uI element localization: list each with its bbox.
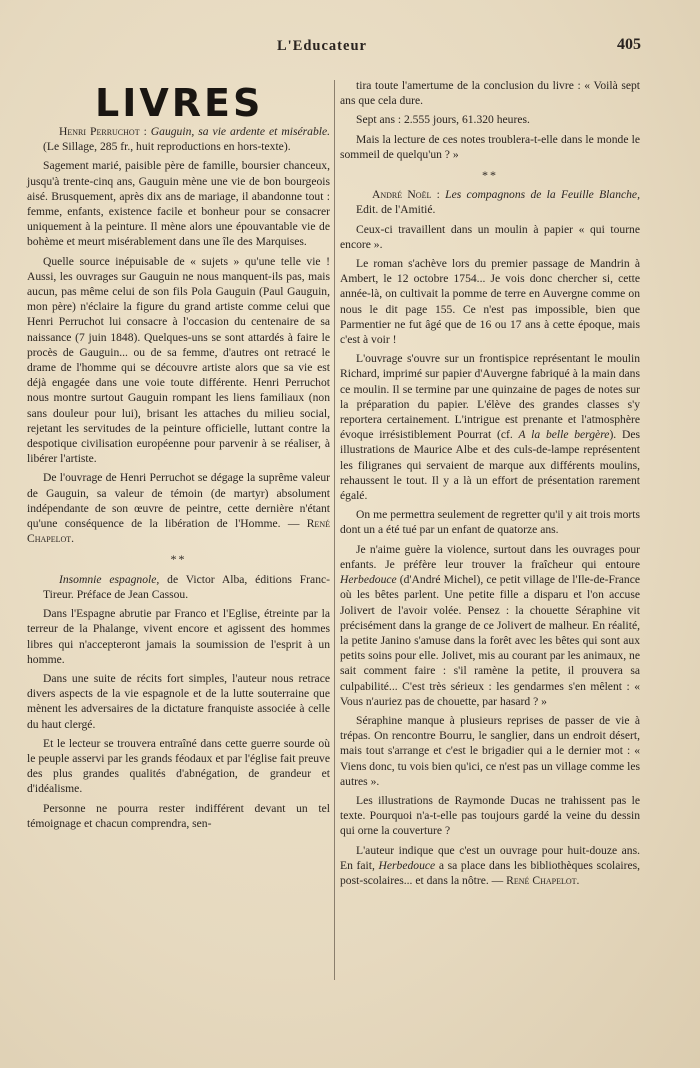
cited-title: A la belle bergère	[518, 428, 610, 442]
signature: René Chapelot.	[506, 873, 580, 887]
paragraph: tira toute l'amertume de la conclusion du livre : « Voilà sept ans que cela dure.	[340, 79, 640, 108]
reference-title: Insomnie espagnole,	[59, 572, 160, 586]
paragraph-text: Je n'aime guère la violence, surtout dans les ouvrages pour enfants. Je préfère leur trouver la fraîcheur qui entoure	[340, 542, 640, 571]
paragraph-text: a sa place dans les bibliothèques scolaires, post-scolaires... et dans la nôtre. —	[340, 858, 641, 887]
paragraph-text: (d'André Michel), ce petit village de l'Ile-de-France où les bêtes parlent. Une petite fille a disparu et l'on accuse Jolivert de l'avoir volée. Pensez : la chouette Séraphine vit précisément dans la grange de ce Jolivert de malheur. En réalité, la petite Janino s'amuse dans la forêt avec les bêtes qui sont aux petits soins pour elle. Jolivet, mis au courant par les animaux, ne sait comment faire : s'il ramène la petite, il prouvera sa culpabilité... C'est très sérieux : les gendarmes s'en mêlent : « Vous n'auriez pas de chouette, par hasard ? »	[340, 573, 641, 708]
reference-author: Henri Perruchot	[59, 125, 140, 138]
cited-title: Herbedouce	[378, 858, 436, 872]
reference-title: Les compagnons de la Feuille Blanche,	[445, 188, 640, 202]
running-title: L'Educateur	[277, 38, 367, 54]
paragraph	[340, 542, 640, 709]
paragraph	[340, 843, 640, 889]
reference-details: de Victor Alba, éditions Franc-Tireur. Préface de Jean Cassou.	[43, 572, 330, 601]
paragraph: Quelle source inépuisable de « sujets » qu'une telle vie ! Aussi, les ouvrages sur Gauguin ne nous manquent-ils pas, mais aucun, pas même celui de son fils Pola Gauguin (Paul Gauguin, mon père) n'éclaire la figure du grand artiste comme celui que Henri Perruchot lui consacre à l'occasion du centenaire de sa naissance (7 juin 1848). Quelques-uns se sont attardés à faire le procès de Gauguin... ou de sa femme, d'autres ont retracé le drame de l'homme qui se découvre artiste alors que sa vie est déjà engagée dans une voie toute différente. Henri Perruchot nous montre surtout Gauguin rompant les liens familiaux (non sans douleur pour lui), brisant les attaches du milieu social, rejetant les servitudes de la peinture officielle, luttant contre la despotique civilisation européenne pour parvenir à se réaliser, à libérer l'artiste.	[27, 254, 330, 466]
page-header	[0, 38, 700, 60]
page-number: 405	[617, 36, 641, 53]
paragraph: Dans l'Espagne abrutie par Franco et l'Eglise, étreinte par la terreur de la Phalange, vivent encore et agissent des hommes libres qui n'accepteront jamais la soumission de l'esprit à un homme.	[27, 607, 330, 666]
signature: René Chapelot.	[27, 517, 330, 546]
paragraph	[340, 351, 640, 503]
paragraph-text: L'auteur indique que c'est un ouvrage pour huit-douze ans. En fait,	[340, 843, 640, 872]
reference-title: Gauguin, sa vie ardente et misérable.	[150, 125, 331, 138]
paragraph-text: L'ouvrage s'ouvre sur un frontispice représentant le moulin Richard, imprimé sur papier d'Auvergne fabriqué à la main dans ce moulin. Il se termine par une quinzaine de pages de notes sur la préparation du papier. L'élève des grandes classes s'y reportera certainement. L'intrigue est prenante et l'atmosphère évoque irrésistiblement Pourrat (cf.	[340, 352, 640, 442]
column-divider	[334, 80, 335, 980]
right-column	[340, 78, 640, 892]
reference-publisher: Edit. de l'Amitié.	[356, 203, 436, 217]
book-reference-compagnons: André Noël : Les compagnons de la Feuille Blanche, Edit. de l'Amitié.	[356, 188, 640, 217]
paragraph: Personne ne pourra rester indifférent devant un tel témoignage et chacun comprendra, sen-	[27, 801, 330, 830]
book-reference-insomnie	[27, 572, 330, 602]
paragraph: Mais la lecture de ces notes troublera-t-elle dans le monde le sommeil de quelqu'un ? »	[340, 132, 640, 161]
reference-author: André Noël	[372, 188, 432, 202]
book-reference-gauguin: Henri Perruchot : Gauguin, sa vie ardente et misérable. (Le Sillage, 285 fr., huit reproductions en hors-texte).	[43, 125, 331, 154]
paragraph: Les illustrations de Raymonde Ducas ne trahissent pas le texte. Pourquoi n'a-t-elle pas toujours gardé la veine du dessin qui orne la couverture ?	[340, 793, 640, 838]
paragraph: Dans une suite de récits fort simples, l'auteur nous retrace divers aspects de la vie espagnole et de la lutte souterraine que mènent les adversaires de la dictature franquiste associée à celle du haut clergé.	[27, 671, 330, 731]
paragraph: Sagement marié, paisible père de famille, boursier chanceux, jusqu'à trente-cinq ans, Gauguin mène une vie de bon bourgeois aisé. Brusquement, après dix ans de mariage, il abandonne tout : femme, enfants, existence facile et bonheur pour se consacrer uniquement à la peinture. Il mène alors une épouvantable vie de bohème et meurt misérablement dans une île des Marquises.	[27, 159, 330, 249]
paragraph-text: ). Des illustrations de Maurice Albe et des culs-de-lampe représentent les filigranes qui servaient de marque aux différents moulins, rehaussent le tout. Il y a là un effort de présentation rarement égalé.	[340, 428, 640, 503]
paragraph: Sept ans : 2.555 jours, 61.320 heures.	[356, 113, 530, 127]
paragraph: Et le lecteur se trouvera entraîné dans cette guerre sourde où le peuple asservi par les grands féodaux et par l'église fait preuve des plus grandes qualités d'abnégation, de grandeur et d'idéalisme.	[27, 736, 330, 796]
paragraph: Le roman s'achève lors du premier passage de Mandrin à Ambert, le 12 octobre 1754... Je vois donc chercher si, cette année-là, on cultivait la pomme de terre en Auvergne comme on nous le dit page 155. Ce n'est pas impossible, bien que Parmentier ne fut âgé que de 16 ou 17 ans à cette époque, mais c'est à voir !	[340, 257, 640, 347]
section-separator: **	[170, 552, 187, 567]
paragraph: Ceux-ci travaillent dans un moulin à papier « qui tourne encore ».	[340, 222, 640, 251]
section-title: LIVRES	[95, 81, 264, 125]
left-column	[27, 78, 330, 835]
paragraph: On me permettra seulement de regretter qu'il y ait trois morts dont un a été tué par un enfant de quatorze ans.	[340, 508, 640, 537]
reference-publisher: (Le Sillage, 285 fr., huit reproductions en hors-texte).	[43, 140, 291, 154]
section-separator: **	[482, 168, 498, 183]
paragraph	[27, 470, 330, 546]
cited-title: Herbedouce	[340, 573, 397, 587]
paragraph-text: De l'ouvrage de Henri Perruchot se dégage la suprême valeur de Gauguin, sa valeur de témoin (de martyr) absolument indépendante de son œuvre de peintre, cette dernière n'étant qu'une conséquence de la libération de l'Homme. —	[27, 471, 330, 531]
paragraph: Séraphine manque à plusieurs reprises de passer de vie à trépas. On rencontre Bourru, le sanglier, dans un endroit désert, mais tout s'arrange et c'est le brigadier qui a le dernier mot : « Viens donc, tu vois bien qu'ici, ce n'est pas un village comme les autres ».	[340, 713, 640, 788]
